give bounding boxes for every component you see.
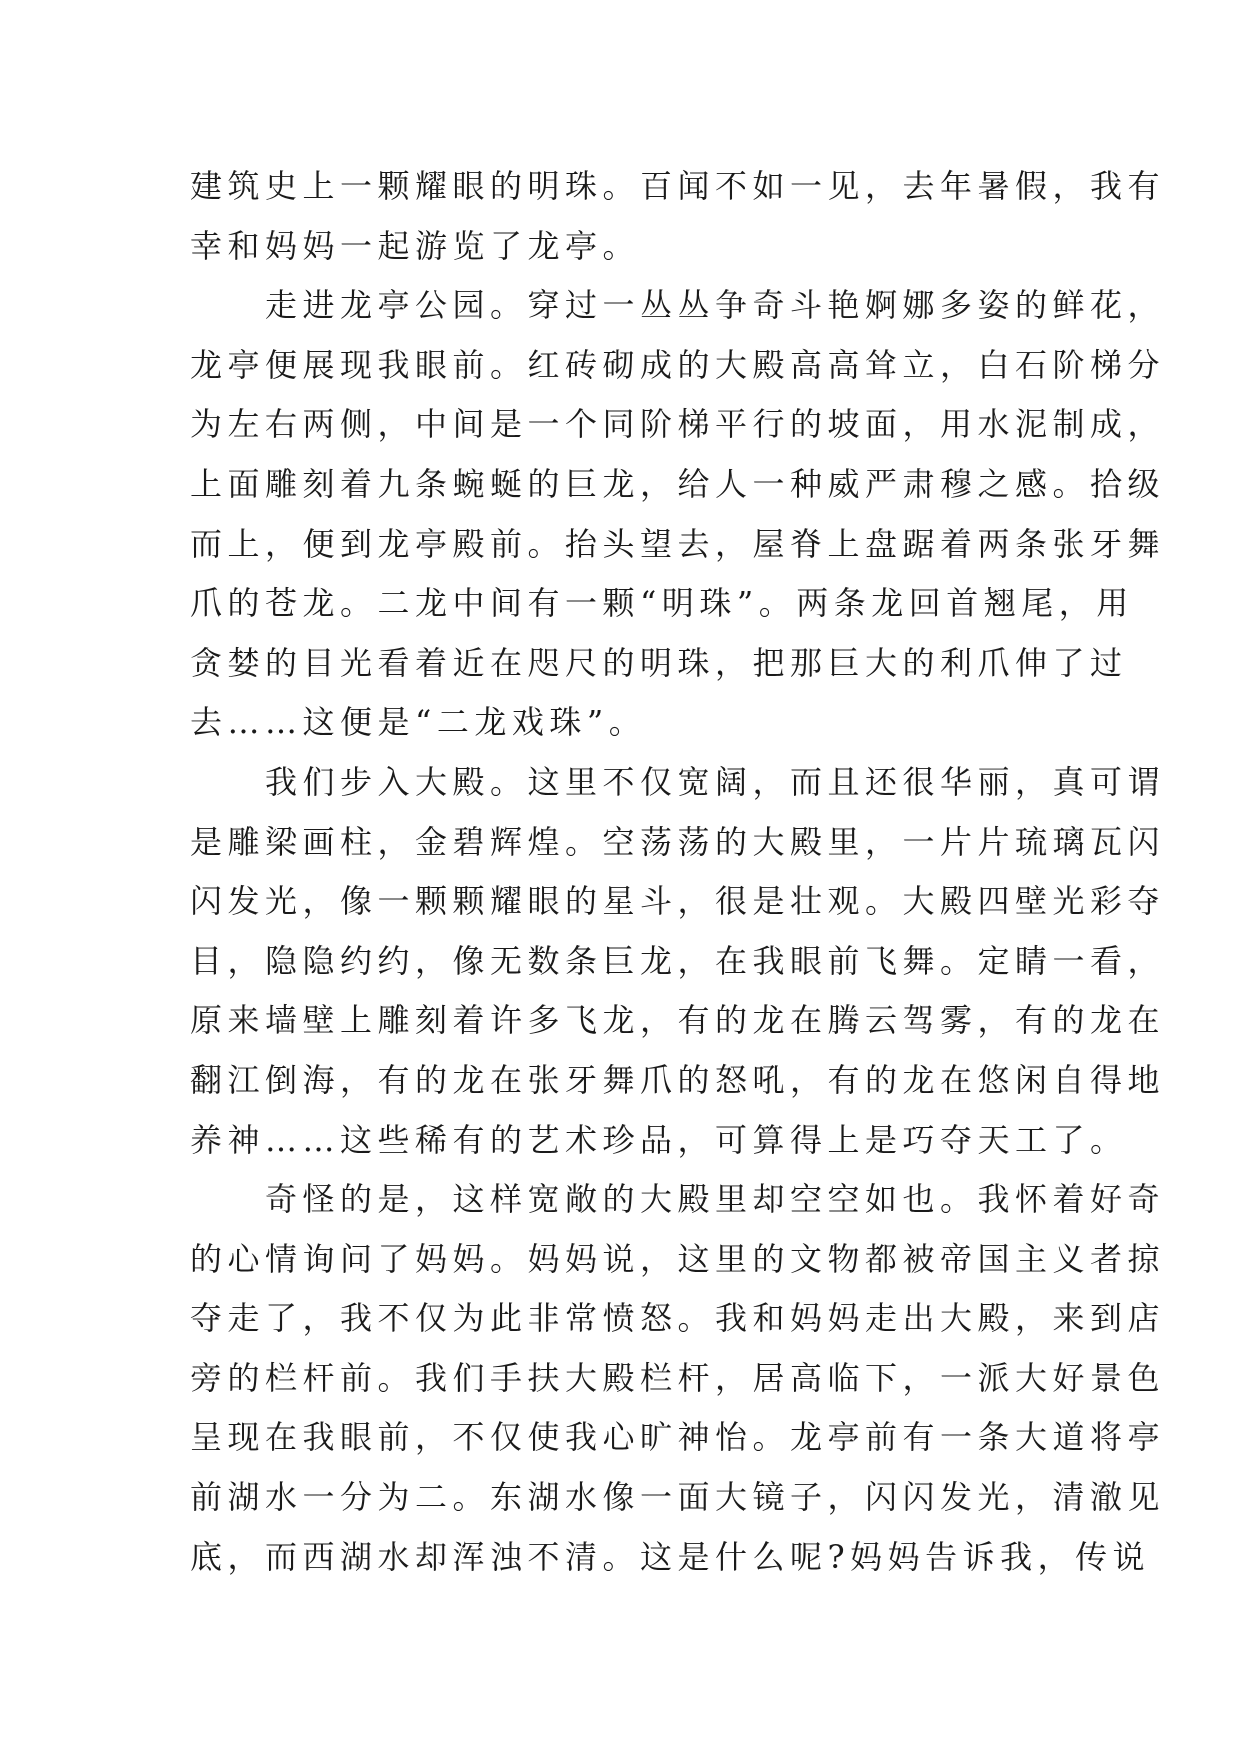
text-line: 原来墙壁上雕刻着许多飞龙，有的龙在腾云驾雾，有的龙在: [190, 1001, 1166, 1040]
text-line: 建筑史上一颗耀眼的明珠。百闻不如一见，去年暑假，我有: [190, 167, 1166, 205]
text-line: 爪的苍龙。二龙中间有一颗“明珠”。两条龙回首翘尾，用: [190, 584, 1134, 623]
text-line: 上面雕刻着九条蜿蜒的巨龙，给人一种威严肃穆之感。拾级: [190, 464, 1166, 503]
text-line: 我们步入大殿。这里不仅宽阔，而且还很华丽，真可谓: [190, 762, 1166, 801]
text-line: 底，而西湖水却浑浊不清。这是什么呢?妈妈告诉我，传说: [190, 1537, 1151, 1576]
text-line: 走进龙亭公园。穿过一丛丛争奇斗艳婀娜多姿的鲜花，: [190, 286, 1166, 325]
text-line: 龙亭便展现我眼前。红砖砌成的大殿高高耸立，白石阶梯分: [190, 345, 1166, 384]
text-line: 养神……这些稀有的艺术珍品，可算得上是巧夺天工了。: [190, 1120, 1128, 1159]
text-line: 去……这便是“二龙戏珠”。: [190, 703, 647, 742]
text-line: 而上，便到龙亭殿前。抬头望去，屋脊上盘踞着两条张牙舞: [190, 524, 1166, 563]
text-line: 闪发光，像一颗颗耀眼的星斗，很是壮观。大殿四壁光彩夺: [190, 882, 1166, 921]
text-line: 奇怪的是，这样宽敞的大殿里却空空如也。我怀着好奇: [190, 1180, 1166, 1219]
text-line: 贪婪的目光看着近在咫尺的明珠，把那巨大的利爪伸了过: [190, 643, 1128, 682]
text-line: 翻江倒海，有的龙在张牙舞爪的怒吼，有的龙在悠闲自得地: [190, 1060, 1166, 1099]
text-line: 夺走了，我不仅为此非常愤怒。我和妈妈走出大殿，来到店: [190, 1299, 1166, 1338]
text-line: 的心情询问了妈妈。妈妈说，这里的文物都被帝国主义者掠: [190, 1239, 1166, 1278]
text-line: 幸和妈妈一起游览了龙亭。: [190, 226, 641, 265]
text-line: 旁的栏杆前。我们手扶大殿栏杆，居高临下，一派大好景色: [190, 1358, 1166, 1397]
text-line: 目，隐隐约约，像无数条巨龙，在我眼前飞舞。定睛一看，: [190, 941, 1166, 980]
text-line: 为左右两侧，中间是一个同阶梯平行的坡面，用水泥制成，: [190, 405, 1166, 444]
text-line: 是雕梁画柱，金碧辉煌。空荡荡的大殿里，一片片琉璃瓦闪: [190, 822, 1166, 861]
text-line: 呈现在我眼前，不仅使我心旷神怡。龙亭前有一条大道将亭: [190, 1418, 1166, 1457]
essay-body: [190, 157, 1166, 1587]
text-line: 前湖水一分为二。东湖水像一面大镜子，闪闪发光，清澈见: [190, 1478, 1166, 1517]
